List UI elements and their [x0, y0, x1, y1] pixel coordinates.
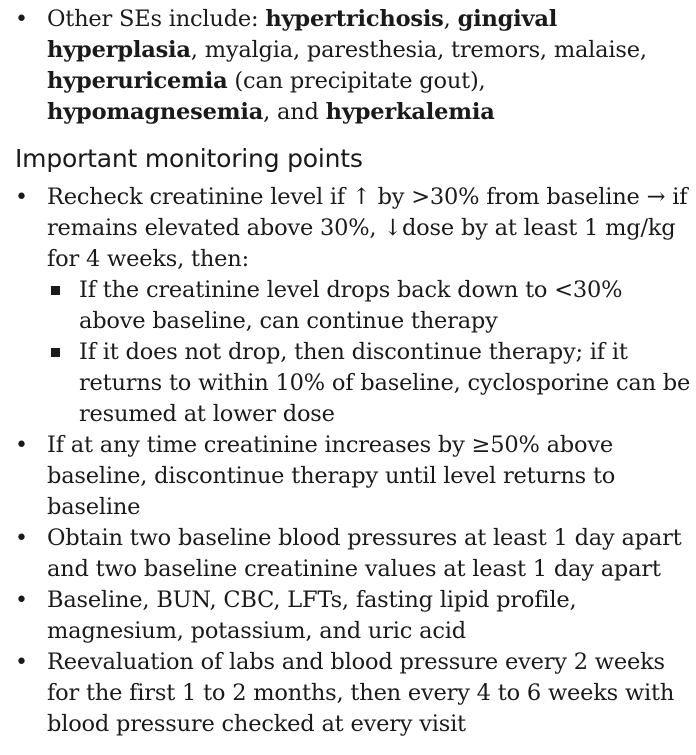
- item-text: If at any time creatinine increases by ≥50% above baseline, discontinue therapy until level returns to baseline: [47, 432, 616, 520]
- monitoring-item-baseline-labs: [0, 585, 696, 647]
- sub-item-continue-therapy: [47, 275, 694, 337]
- bold-term-hypertrichosis: hypertrichosis: [265, 6, 444, 32]
- bold-term-hyperuricemia: hyperuricemia: [47, 68, 228, 94]
- bullet-icon: •: [15, 7, 28, 32]
- bullet-icon: •: [15, 588, 28, 613]
- monitoring-item-recheck-creatinine: [0, 182, 696, 430]
- bullet-icon: •: [15, 526, 28, 551]
- side-effects-section: [0, 4, 696, 128]
- sub-item-text: If it does not drop, then discontinue therapy; if it returns to within 10% of baseline, cyclosporine can be resumed at lower dose: [79, 339, 691, 427]
- text-run: , and: [263, 99, 326, 125]
- bold-term-gingival-hyperplasia: gingival hyperplasia: [47, 6, 558, 63]
- side-effects-item: [0, 4, 696, 128]
- monitoring-item-baseline-pressures: [0, 523, 696, 585]
- monitoring-section: [0, 182, 696, 740]
- item-text: Recheck creatinine level if ↑ by >30% from baseline → if remains elevated above 30%, ↓dose by at least 1 mg/kg for 4 weeks, then:: [47, 184, 688, 272]
- text-run: (can precipitate gout),: [227, 68, 486, 94]
- bullet-icon: •: [15, 185, 28, 210]
- section-heading-wrap: [0, 142, 696, 176]
- text-run: Other SEs include:: [47, 6, 266, 32]
- square-bullet-icon: [51, 286, 60, 295]
- side-effects-list: [0, 4, 696, 128]
- text-run: , myalgia, paresthesia, tremors, malaise,: [190, 37, 647, 63]
- square-bullet-icon: [51, 348, 60, 357]
- bold-term-hyperkalemia: hyperkalemia: [325, 99, 495, 125]
- item-text: Reevaluation of labs and blood pressure every 2 weeks for the first 1 to 2 months, then every 4 to 6 weeks with blood pressure checked at every visit: [47, 649, 675, 737]
- monitoring-list: [0, 182, 696, 740]
- monitoring-item-creatinine-increase: [0, 430, 696, 523]
- sub-item-discontinue-therapy: [47, 337, 694, 430]
- bullet-icon: •: [15, 433, 28, 458]
- monitoring-item-reevaluation: [0, 647, 696, 740]
- text-run: ,: [443, 6, 458, 32]
- item-text: Baseline, BUN, CBC, LFTs, fasting lipid profile, magnesium, potassium, and uric acid: [47, 587, 577, 644]
- bullet-icon: •: [15, 650, 28, 675]
- sub-item-text: If the creatinine level drops back down to <30% above baseline, can continue therapy: [79, 277, 623, 334]
- item-text: Obtain two baseline blood pressures at least 1 day apart and two baseline creatinine values at least 1 day apart: [47, 525, 682, 582]
- section-heading: Important monitoring points: [15, 144, 363, 173]
- bold-term-hypomagnesemia: hypomagnesemia: [47, 99, 264, 125]
- sub-list: [47, 275, 694, 430]
